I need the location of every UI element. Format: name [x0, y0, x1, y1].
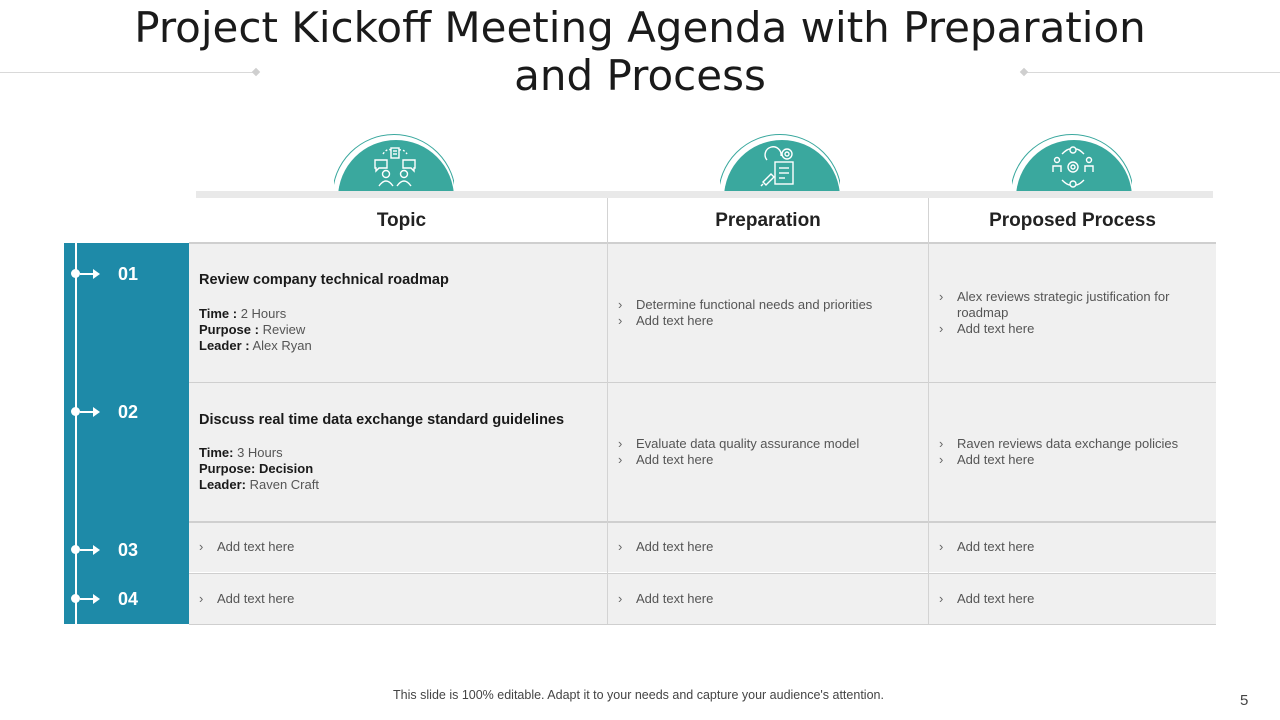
column-header-preparation: Preparation	[715, 209, 821, 231]
bullet-list	[939, 289, 1189, 337]
list-item: › Add text here	[939, 591, 1034, 607]
header-top-bar	[196, 191, 1213, 198]
row-marker	[64, 264, 189, 284]
row-2-process-cell	[929, 383, 1216, 521]
bullet-list	[618, 297, 908, 329]
row-divider	[189, 382, 1216, 384]
topic-badge	[334, 134, 454, 192]
row-3-topic-cell	[189, 522, 607, 572]
list-item: › Add text here	[618, 591, 713, 607]
column-header-topic: Topic	[376, 209, 427, 231]
column-divider	[928, 198, 929, 624]
topic-details: Time : 2 Hours Purpose : Review Leader : Alex Ryan	[199, 306, 312, 353]
list-item: › Add text here	[939, 452, 1204, 468]
list-item: › Alex reviews strategic justification for roadmap	[939, 289, 1189, 321]
list-item: › Add text here	[618, 313, 908, 329]
bullet-list	[199, 539, 294, 555]
list-item: › Add text here	[199, 539, 294, 555]
row-4-preparation-cell	[608, 574, 928, 624]
row-number: 01	[118, 264, 139, 284]
row-marker	[64, 589, 189, 609]
row-4-process-cell	[929, 574, 1216, 624]
topic-title: Discuss real time data exchange standard guidelines	[199, 412, 565, 428]
process-cycle-icon	[1047, 146, 1099, 188]
bullet-list	[939, 591, 1034, 607]
page-number: 5	[1240, 692, 1249, 709]
bullet-list	[618, 591, 713, 607]
slide-title: Project Kickoff Meeting Agenda with Preparation and Process	[134, 3, 1146, 100]
row-divider	[189, 242, 1216, 244]
row-1-preparation-cell	[608, 243, 928, 382]
row-number-sidebar	[64, 243, 189, 624]
row-number: 02	[118, 402, 139, 422]
bullet-list	[618, 539, 713, 555]
column-divider	[607, 198, 608, 624]
footer-note: This slide is 100% editable. Adapt it to your needs and capture your audience's attention.	[393, 688, 884, 702]
process-badge	[1012, 134, 1132, 192]
list-item: › Add text here	[939, 321, 1189, 337]
list-item: › Add text here	[618, 539, 713, 555]
row-3-process-cell	[929, 522, 1216, 572]
row-4-topic-cell	[189, 574, 607, 624]
list-item: › Add text here	[618, 452, 908, 468]
list-item: › Raven reviews data exchange policies	[939, 436, 1204, 452]
title-divider-left	[0, 72, 256, 73]
row-number: 03	[118, 540, 139, 560]
row-marker	[64, 540, 189, 560]
bullet-list	[939, 436, 1204, 468]
list-item: › Determine functional needs and priorities	[618, 297, 908, 313]
row-divider	[189, 521, 1216, 523]
list-item: › Add text here	[939, 539, 1034, 555]
row-2-topic-cell	[189, 383, 607, 521]
timeline-line	[75, 243, 77, 624]
row-marker	[64, 402, 189, 422]
list-item: › Add text here	[199, 591, 294, 607]
topic-title: Review company technical roadmap	[199, 272, 449, 288]
row-1-process-cell	[929, 243, 1216, 382]
list-item: › Evaluate data quality assurance model	[618, 436, 908, 452]
row-2-preparation-cell	[608, 383, 928, 521]
bullet-list	[618, 436, 908, 468]
team-meeting-icon	[369, 146, 421, 188]
row-number: 04	[118, 589, 139, 609]
row-divider	[189, 573, 1216, 575]
row-3-preparation-cell	[608, 522, 928, 572]
column-header-process: Proposed Process	[989, 209, 1156, 231]
title-divider-right	[1024, 72, 1280, 73]
idea-document-icon	[755, 146, 807, 188]
bullet-list	[939, 539, 1034, 555]
topic-details: Time: 3 Hours Purpose: Decision Leader: Raven Craft	[199, 445, 319, 492]
row-1-topic-cell	[189, 243, 607, 382]
bullet-list	[199, 591, 294, 607]
preparation-badge	[720, 134, 840, 192]
row-divider	[189, 624, 1216, 626]
